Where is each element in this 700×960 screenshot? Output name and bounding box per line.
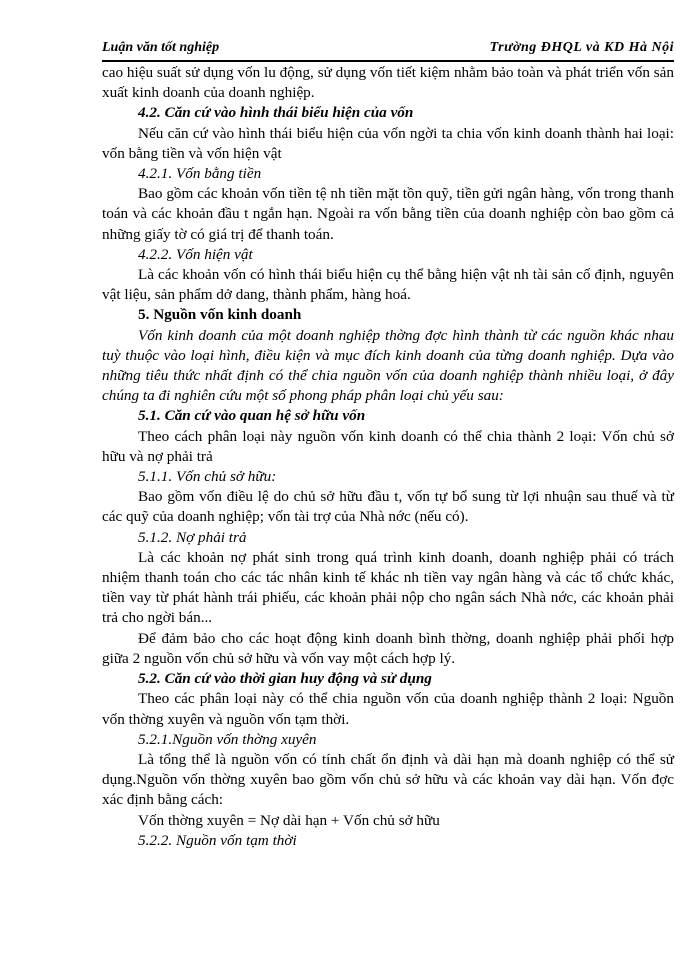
paragraph-4-2-1: Bao gồm các khoản vốn tiền tệ nh tiền mặt tồn quỹ, tiền gửi ngân hàng, vốn trong thanh toán và các khoản đầu t ngắn hạn. Ngoài ra vốn bằng tiền của doanh nghiệp còn bao gồm cả những giấy tờ có giá trị để thanh toán. xyxy=(102,185,674,243)
paragraph-5-1-2-balance: Để đảm bảo cho các hoạt động kinh doanh bình thờng, doanh nghiệp phải phối hợp giữa 2 nguồn vốn chủ sở hữu và vốn vay một cách hợp lý. xyxy=(102,629,674,667)
subsection-heading-5-1-1: 5.1.1. Vốn chủ sở hữu: xyxy=(138,468,277,486)
paragraph-5-2-1: Là tổng thể là nguồn vốn có tính chất ổn định và dài hạn mà doanh nghiệp có thể sử dụng.Nguồn vốn thờng xuyên bao gồm vốn chủ sở hữu và các khoản vay dài hạn. Vốn đợc xác định bằng cách: xyxy=(102,750,674,809)
formula-long-term-capital: Vốn thờng xuyên = Nợ dài hạn + Vốn chủ sở hữu xyxy=(138,811,440,829)
section-heading-4-2: 4.2. Căn cứ vào hình thái biểu hiện của vốn xyxy=(138,104,414,122)
document-body xyxy=(102,63,674,851)
subsection-heading-5-2-2: 5.2.2. Nguồn vốn tạm thời xyxy=(138,831,297,849)
section-heading-5-2: 5.2. Căn cứ vào thời gian huy động và sử dụng xyxy=(138,670,432,688)
subsection-heading-5-2-1: 5.2.1.Nguồn vốn thờng xuyên xyxy=(138,730,317,748)
header-thesis-title: Luận văn tốt nghiệp xyxy=(102,40,220,55)
paragraph-5-1-intro: Theo cách phân loại này nguồn vốn kinh doanh có thể chia thành 2 loại: Vốn chủ sở hữu và nợ phải trả xyxy=(102,427,674,465)
paragraph-5-1-2: Là các khoản nợ phát sinh trong quá trình kinh doanh, doanh nghiệp phải có trách nhiệm thanh toán cho các tác nhân kinh tế khác nh tiền vay ngân hàng và các tổ chức khác, tiền vay từ phát hành trái phiếu, các khoản phải nộp cho ngân sách Nhà nớc, các khoản phải trả cho ngời bán... xyxy=(102,548,674,627)
subsection-heading-4-2-1: 4.2.1. Vốn bằng tiền xyxy=(138,165,262,183)
paragraph-4-2-intro: Nếu căn cứ vào hình thái biểu hiện của vốn ngời ta chia vốn kinh doanh thành hai loại: vốn bằng tiền và vốn hiện vật xyxy=(102,124,674,162)
subsection-heading-4-2-2: 4.2.2. Vốn hiện vật xyxy=(138,245,253,263)
paragraph-5-intro: Vốn kinh doanh của một doanh nghiệp thờng đợc hình thành từ các nguồn khác nhau tuỳ thuộc vào loại hình, điều kiện và mục đích kinh doanh của từng doanh nghiệp. Dựa vào những tiêu thức nhất định có thể chia nguồn vốn của doanh nghiệp thành nhiều loại, ở đây chúng ta đi nghiên cứu một số phong pháp phân loại chủ yếu sau: xyxy=(102,326,674,405)
page-header xyxy=(102,38,674,62)
paragraph-5-2-intro: Theo các phân loại này có thể chia nguồn vốn của doanh nghiệp thành 2 loại: Nguồn vốn thờng xuyên và nguồn vốn tạm thời. xyxy=(102,690,674,728)
paragraph-intro-continuation: cao hiệu suất sử dụng vốn lu động, sử dụng vốn tiết kiệm nhằm bảo toàn và phát triển vốn sản xuất kinh doanh của doanh nghiệp. xyxy=(102,64,674,102)
subsection-heading-5-1-2: 5.1.2. Nợ phải trả xyxy=(138,528,247,546)
section-heading-5-1: 5.1. Căn cứ vào quan hệ sở hữu vốn xyxy=(138,407,366,425)
header-university-name: Trường ĐHQL và KD Hà Nội xyxy=(489,40,674,55)
paragraph-4-2-2: Là các khoản vốn có hình thái biểu hiện cụ thể bằng hiện vật nh tài sản cố định, nguyên vật liệu, sản phẩm dở dang, thành phẩm, hàng hoá. xyxy=(102,266,674,304)
paragraph-5-1-1: Bao gồm vốn điều lệ do chủ sở hữu đầu t, vốn tự bổ sung từ lợi nhuận sau thuế và từ các quỹ của doanh nghiệp; vốn tài trợ của Nhà nớc (nếu có). xyxy=(102,488,674,526)
section-heading-5: 5. Nguồn vốn kinh doanh xyxy=(138,306,302,324)
